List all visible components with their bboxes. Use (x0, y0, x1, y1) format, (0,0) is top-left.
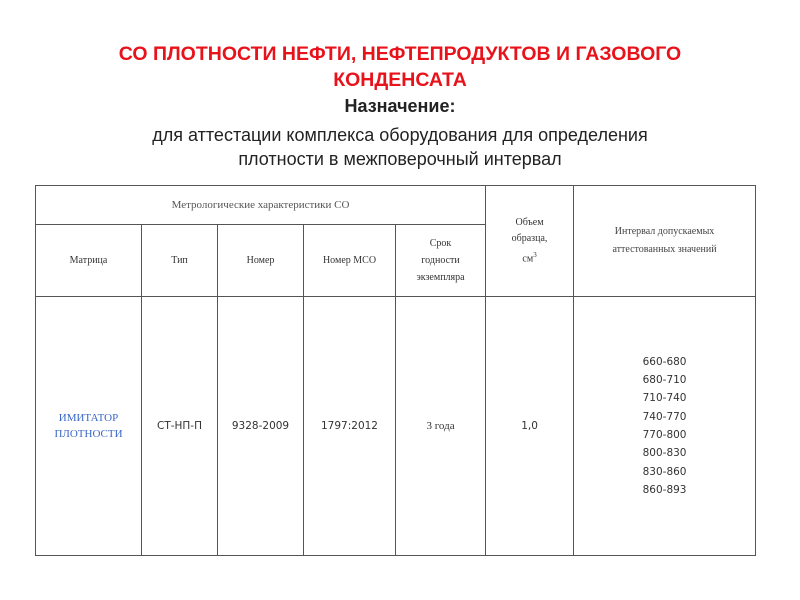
interval-cell (574, 297, 756, 556)
interval-list (574, 353, 755, 499)
table-row (36, 297, 756, 556)
interval-item: 800-830 (642, 447, 687, 460)
volume-header-line: Объем (515, 216, 544, 228)
document-title-line2: КОНДЕНСАТА (333, 69, 467, 91)
purpose-label: Назначение: (344, 96, 456, 116)
interval-item: 740-770 (642, 410, 687, 423)
expiry-header-line: годности (421, 255, 460, 266)
interval-header-line: аттестованных значений (612, 244, 717, 255)
document-title-line1: СО ПЛОТНОСТИ НЕФТИ, НЕФТЕПРОДУКТОВ И ГАЗОВОГО (118, 43, 682, 65)
interval-header (574, 186, 756, 297)
volume-header (486, 186, 574, 297)
interval-header-line: Интервал допускаемых (614, 226, 715, 237)
volume-header-unit (486, 247, 573, 267)
purpose-text-line2: плотности в межповерочный интервал (238, 149, 562, 169)
volume-cell: 1,0 (486, 297, 574, 556)
column-header-number: Номер (218, 225, 304, 297)
expiry-header-line: Срок (429, 238, 452, 249)
metrological-characteristics-header: Метрологические характеристики СО (36, 186, 486, 225)
interval-item: 710-740 (642, 392, 687, 405)
interval-item: 680-710 (642, 374, 687, 387)
interval-item: 770-800 (642, 429, 687, 441)
column-header-type: Тип (142, 225, 218, 297)
interval-item: 830-860 (642, 465, 687, 478)
matrix-line: ИМИТАТОР (58, 412, 119, 424)
volume-header-line: образца, (511, 232, 548, 244)
matrix-cell (36, 297, 142, 556)
column-header-expiry (396, 225, 486, 297)
characteristics-table (35, 185, 756, 556)
purpose-text-line1: для аттестации комплекса оборудования для определения (152, 125, 648, 145)
column-header-mso-number: Номер МСО (304, 225, 396, 297)
volume-unit-superscript: 3 (533, 250, 537, 259)
expiry-cell: 3 года (396, 297, 486, 556)
expiry-header-line: экземпляра (416, 272, 465, 283)
type-cell: СТ-НП-П (142, 297, 218, 556)
interval-item: 660-680 (642, 355, 687, 368)
matrix-line: ПЛОТНОСТИ (54, 428, 123, 440)
interval-item: 860-893 (642, 483, 687, 496)
column-header-matrix: Матрица (36, 225, 142, 297)
mso-number-cell: 1797:2012 (304, 297, 396, 556)
number-cell: 9328-2009 (218, 297, 304, 556)
volume-header-line: см (522, 253, 534, 265)
